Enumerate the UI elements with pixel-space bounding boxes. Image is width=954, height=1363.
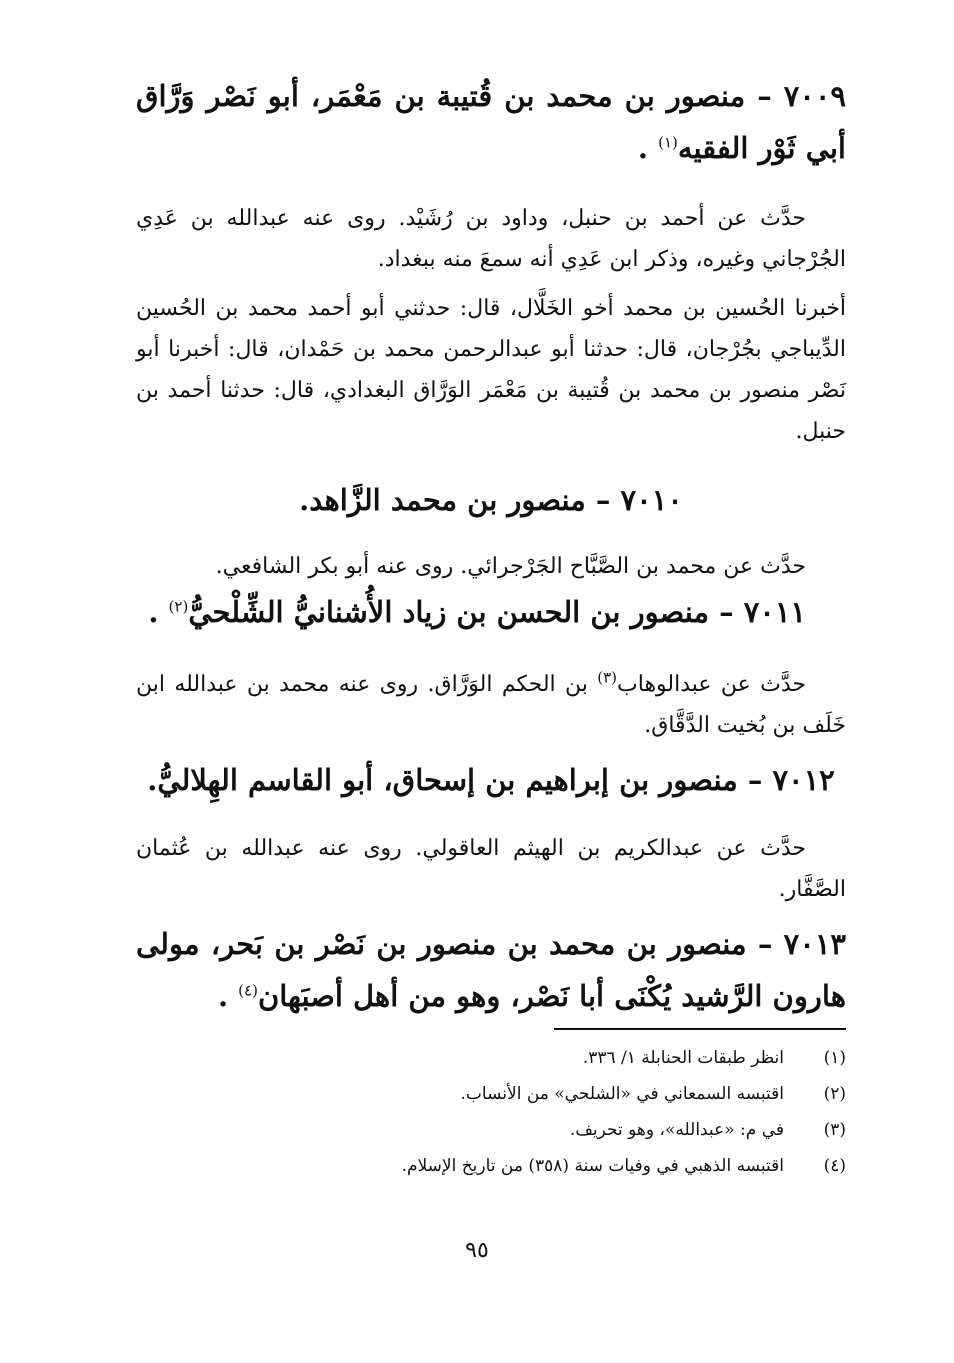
entry-heading-7012: ٧٠١٢ – منصور بن إبراهيم بن إسحاق، أبو القاسم الهِلاليُّ. <box>147 763 835 797</box>
footnote-3 <box>136 1112 846 1148</box>
entry-heading-7009: ٧٠٠٩ – منصور بن محمد بن قُتيبة بن مَعْمَر، أبو نَصْر وَرَّاق أبي ثَوْر الفقيه$^{(١)}$ . <box>136 79 846 165</box>
entry-heading-7013: ٧٠١٣ – منصور بن محمد بن منصور بن نَصْر بن بَحر، مولى هارون الرَّشيد يُكْنَى أبا نَصْر، وهو من أهل أصبَهان$^{(٤)}$ . <box>136 927 846 1013</box>
footnote-number: (٢) <box>823 1084 846 1104</box>
footnote-ref: (٤) <box>238 981 258 1000</box>
entry-number: ٧٠١١ <box>743 595 806 629</box>
entry-title: منصور بن إبراهيم بن إسحاق، أبو القاسم الهِلاليُّ <box>157 763 738 797</box>
entry-title: منصور بن محمد بن قُتيبة بن مَعْمَر، أبو نَصْر وَرَّاق أبي ثَوْر الفقيه <box>136 79 846 165</box>
footnote-1 <box>136 1040 846 1076</box>
entry-number: ٧٠١٢ <box>772 763 835 797</box>
entry-paragraph-7009-2: أخبرنا الحُسين بن محمد أخو الخَلَّال، قال: حدثني أبو أحمد محمد بن الحُسين الدِّيباجي بجُرْجان، قال: حدثنا أبو عبدالرحمن محمد بن حَمْدان، قال: أخبرنا أبو نَصْر منصور بن محمد بن قُتيبة بن مَعْمَر الوَرَّاق البغدادي، قال: حدثنا أحمد بن حنبل. <box>136 296 846 444</box>
entry-paragraph-7009-1: حدَّث عن أحمد بن حنبل، وداود بن رُشَيْد. روى عنه عبدالله بن عَدِي الجُرْجاني وغيره، وذكر ابن عَدِي أنه سمعَ منه ببغداد. <box>136 206 846 272</box>
entry-number: ٧٠١٣ <box>783 927 846 961</box>
entry-title: منصور بن محمد بن منصور بن نَصْر بن بَحر، مولى هارون الرَّشيد يُكْنَى أبا نَصْر، وهو من أهل أصبَهان <box>136 927 846 1013</box>
footnote-text: اقتبسه الذهبي في وفيات سنة (٣٥٨) من تاريخ الإسلام. <box>401 1156 784 1176</box>
entry-heading-7011: ٧٠١١ – منصور بن الحسن بن زياد الأُشنانيُّ الشِّلْحيُّ$^{(٢)}$ . <box>148 595 806 629</box>
entry-title: منصور بن الحسن بن زياد الأُشنانيُّ الشِّلْحيُّ <box>188 595 709 629</box>
entry-title: منصور بن محمد الزَّاهد <box>309 483 586 517</box>
entry-paragraph-7010-1: حدَّث عن محمد بن الصَّبَّاح الجَرْجرائي. روى عنه أبو بكر الشافعي. <box>215 554 806 579</box>
footnote-2 <box>136 1076 846 1112</box>
entry-number: ٧٠١٠ <box>620 483 683 517</box>
footnote-4 <box>136 1148 846 1184</box>
footnotes <box>136 1040 846 1184</box>
footnote-separator <box>554 1028 846 1030</box>
footnote-ref: (٣) <box>597 668 618 687</box>
page-number: ٩٥ <box>465 1238 489 1263</box>
footnote-number: (١) <box>823 1048 846 1068</box>
entry-paragraph-7012-1: حدَّث عن عبدالكريم بن الهيثم العاقولي. روى عنه عبدالله بن عُثمان الصَّفَّار. <box>136 836 846 902</box>
footnote-text: انظر طبقات الحنابلة ١/ ٣٣٦. <box>582 1048 784 1068</box>
footnote-number: (٤) <box>823 1156 846 1176</box>
footnote-text: في م: «عبدالله»، وهو تحريف. <box>569 1120 784 1140</box>
footnote-text: اقتبسه السمعاني في «الشلحي» من الأنساب. <box>460 1084 784 1104</box>
footnote-ref: (٢) <box>168 597 189 616</box>
footnote-number: (٣) <box>823 1120 846 1140</box>
entry-heading-7010: ٧٠١٠ – منصور بن محمد الزَّاهد. <box>299 483 683 517</box>
entry-number: ٧٠٠٩ <box>783 79 846 113</box>
footnote-ref: (١) <box>658 133 678 152</box>
entry-paragraph-7011-1: حدَّث عن عبدالوهاب$^{(٣)}$ بن الحكم الوَرَّاق. روى عنه محمد بن عبدالله ابن خَلَف بن بُخيت الدَّقَّاق. <box>136 668 846 738</box>
